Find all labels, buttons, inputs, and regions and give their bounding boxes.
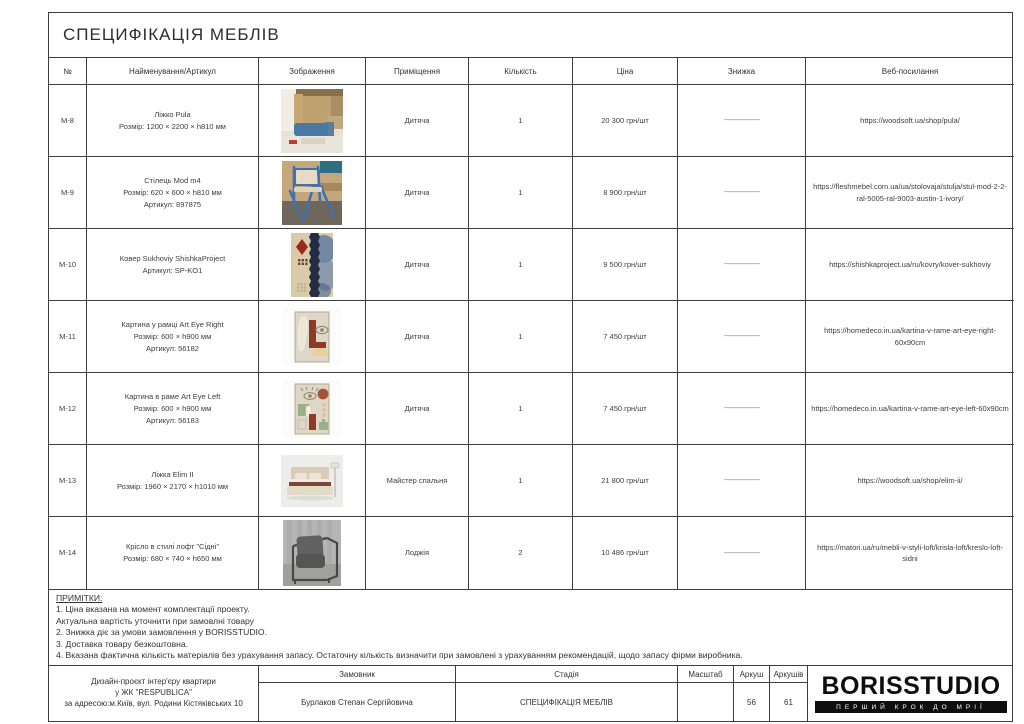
page-title: СПЕЦИФІКАЦІЯ МЕБЛІВ (63, 25, 280, 44)
note-line: 1. Ціна вказана на момент комплектації проекту. (56, 604, 250, 615)
product-image-art-eye-right (283, 308, 341, 366)
discount-dash: ————— (724, 547, 759, 557)
row-m12-image (259, 373, 366, 445)
row-m12-price: 7 450 грн/шт (573, 373, 678, 445)
client-label: Замовник (259, 666, 456, 683)
product-link[interactable]: https://woodsoft.ua/shop/elim-ii/ (857, 475, 963, 485)
row-m8-room: Дитяча (366, 85, 469, 157)
col-header-name: Найменування/Артикул (87, 58, 259, 85)
note-line: 3. Доставка товару безкоштовна. (56, 638, 189, 649)
notes-heading: ПРИМІТКИ: (56, 593, 103, 603)
row-m11-room: Дитяча (366, 301, 469, 373)
row-m9-link (806, 157, 1014, 229)
stage-value: СПЕЦИФІКАЦІЯ МЕБЛІВ (456, 683, 678, 721)
row-m8-discount (678, 85, 806, 157)
row-m13-qty: 1 (469, 445, 573, 517)
row-m14-room: Лоджія (366, 517, 469, 589)
col-header-qty: Кількість (469, 58, 573, 85)
scale-label: Масштаб (678, 666, 734, 683)
row-m11-link (806, 301, 1014, 373)
row-m12-discount (678, 373, 806, 445)
row-m8-price: 20 300 грн/шт (573, 85, 678, 157)
row-m14-name: Крісло в стилі лофт "Сідні" Розмір: 680 × 740 × h650 мм (87, 517, 259, 589)
col-header-link: Веб-посилання (806, 58, 1014, 85)
product-link[interactable]: https://fleshmebel.com.ua/ua/stolovaja/stulja/stul-mod-2-2-ral-5005-ral-9003-austin-1-ivory/ (813, 182, 1007, 203)
row-m13-name: Ліжка Elim II Розмір: 1960 × 2170 × h1010 мм (87, 445, 259, 517)
row-m9-price: 8 900 грн/шт (573, 157, 678, 229)
row-m14-id: М-14 (49, 517, 87, 589)
row-m12-qty: 1 (469, 373, 573, 445)
row-m13-price: 21 800 грн/шт (573, 445, 678, 517)
row-m11-name: Картина у рамці Art Eye Right Розмір: 600 × h900 мм Артикул: 56182 (87, 301, 259, 373)
row-m11-price: 7 450 грн/шт (573, 301, 678, 373)
row-m11-image (259, 301, 366, 373)
col-header-discount: Знижка (678, 58, 806, 85)
col-header-image: Зображення (259, 58, 366, 85)
product-link[interactable]: https://matori.ua/ru/mebli-v-styli-loft/krisla-loft/kreslo-loft-sidni (817, 542, 1003, 563)
row-m11-qty: 1 (469, 301, 573, 373)
note-line: Актуальна вартість уточнити при замовлні товару (56, 615, 254, 626)
row-m13-id: М-13 (49, 445, 87, 517)
row-m11-id: М-11 (49, 301, 87, 373)
sheet-label: Аркуш (734, 666, 770, 683)
row-m9-discount (678, 157, 806, 229)
client-value: Бурлаков Степан Сергійовича (259, 683, 456, 721)
row-m8-qty: 1 (469, 85, 573, 157)
row-m10-room: Дитяча (366, 229, 469, 301)
row-m13-link (806, 445, 1014, 517)
row-m8-link (806, 85, 1014, 157)
sheet-value: 56 (734, 683, 770, 721)
discount-dash: ————— (724, 403, 759, 413)
discount-dash: ————— (724, 475, 759, 485)
row-m9-image (259, 157, 366, 229)
sheets-value: 61 (770, 683, 808, 721)
product-link[interactable]: https://homedeco.in.ua/kartina-v-rame-art-eye-right-60x90cm (824, 326, 996, 347)
row-m10-link (806, 229, 1014, 301)
row-m10-discount (678, 229, 806, 301)
row-m14-image (259, 517, 366, 589)
row-m13-room: Майстер спальня (366, 445, 469, 517)
borisstudio-logo (808, 666, 1014, 721)
row-m10-qty: 1 (469, 229, 573, 301)
discount-dash: ————— (724, 187, 759, 197)
row-m8-name: Ліжко Pula Розмір: 1200 × 2200 × h810 мм (87, 85, 259, 157)
row-m12-name: Картина в раме Art Eye Left Розмір: 600 × h900 мм Артикул: 56183 (87, 373, 259, 445)
row-m8-id: М-8 (49, 85, 87, 157)
spec-table (48, 57, 1013, 590)
row-m9-id: М-9 (49, 157, 87, 229)
col-header-num: № (49, 58, 87, 85)
product-link[interactable]: https://woodsoft.ua/shop/pula/ (860, 115, 960, 125)
discount-dash: ————— (724, 331, 759, 341)
product-image-bed-pula (281, 89, 343, 153)
logo-text: BORISSTUDIO (821, 672, 1001, 700)
logo-tagline: ПЕРШИЙ КРОК ДО МРІЇ (815, 701, 1007, 713)
note-line: 2. Знижка діє за умови замовлення у BORISSTUDIO. (56, 627, 267, 638)
row-m12-link (806, 373, 1014, 445)
stage-label: Стадія (456, 666, 678, 683)
sheet (48, 12, 1013, 722)
row-m14-qty: 2 (469, 517, 573, 589)
row-m10-id: М-10 (49, 229, 87, 301)
row-m13-discount (678, 445, 806, 517)
notes-block (48, 589, 1013, 666)
row-m10-image (259, 229, 366, 301)
discount-dash: ————— (724, 115, 759, 125)
footer-title-block (48, 665, 1013, 722)
col-header-room: Приміщення (366, 58, 469, 85)
product-image-chair-mod (282, 161, 342, 225)
row-m14-price: 10 486 грн/шт (573, 517, 678, 589)
product-image-carpet-sukhoviy (291, 233, 333, 297)
row-m10-price: 9 500 грн/шт (573, 229, 678, 301)
row-m12-room: Дитяча (366, 373, 469, 445)
scale-value (678, 683, 734, 721)
product-image-art-eye-left (283, 380, 341, 438)
row-m10-name: Ковер Sukhoviy ShishkaProject Артикул: SP-KO1 (87, 229, 259, 301)
row-m9-room: Дитяча (366, 157, 469, 229)
product-link[interactable]: https://homedeco.in.ua/kartina-v-rame-art-eye-left-60x90cm (811, 403, 1009, 413)
project-description: Дизайн-проєкт інтер'єру квартири у ЖК "RESPUBLICA" за адресою:м.Київ, вул. Родини Кістяківських 10 (49, 666, 259, 721)
discount-dash: ————— (724, 259, 759, 269)
row-m14-discount (678, 517, 806, 589)
col-header-price: Ціна (573, 58, 678, 85)
row-m14-link (806, 517, 1014, 589)
row-m12-id: М-12 (49, 373, 87, 445)
title-block (48, 12, 1013, 58)
note-line: 4. Вказана фактична кількість матеріалів без урахування запасу. Остаточну кількість визначити при замовлені з урахуванням рекомендацій, щодо запасу фірми виробника. (56, 650, 743, 661)
row-m9-name: Стілець Mod m4 Розмір: 620 × 600 × h810 мм Артикул: 897875 (87, 157, 259, 229)
row-m8-image (259, 85, 366, 157)
row-m9-qty: 1 (469, 157, 573, 229)
row-m13-image (259, 445, 366, 517)
product-link[interactable]: https://shishkaproject.ua/ru/kovry/kover-sukhoviy (829, 259, 991, 269)
product-image-bed-elim (281, 455, 343, 507)
sheets-label: Аркушів (770, 666, 808, 683)
row-m11-discount (678, 301, 806, 373)
product-image-loft-armchair-sidney (283, 520, 341, 586)
